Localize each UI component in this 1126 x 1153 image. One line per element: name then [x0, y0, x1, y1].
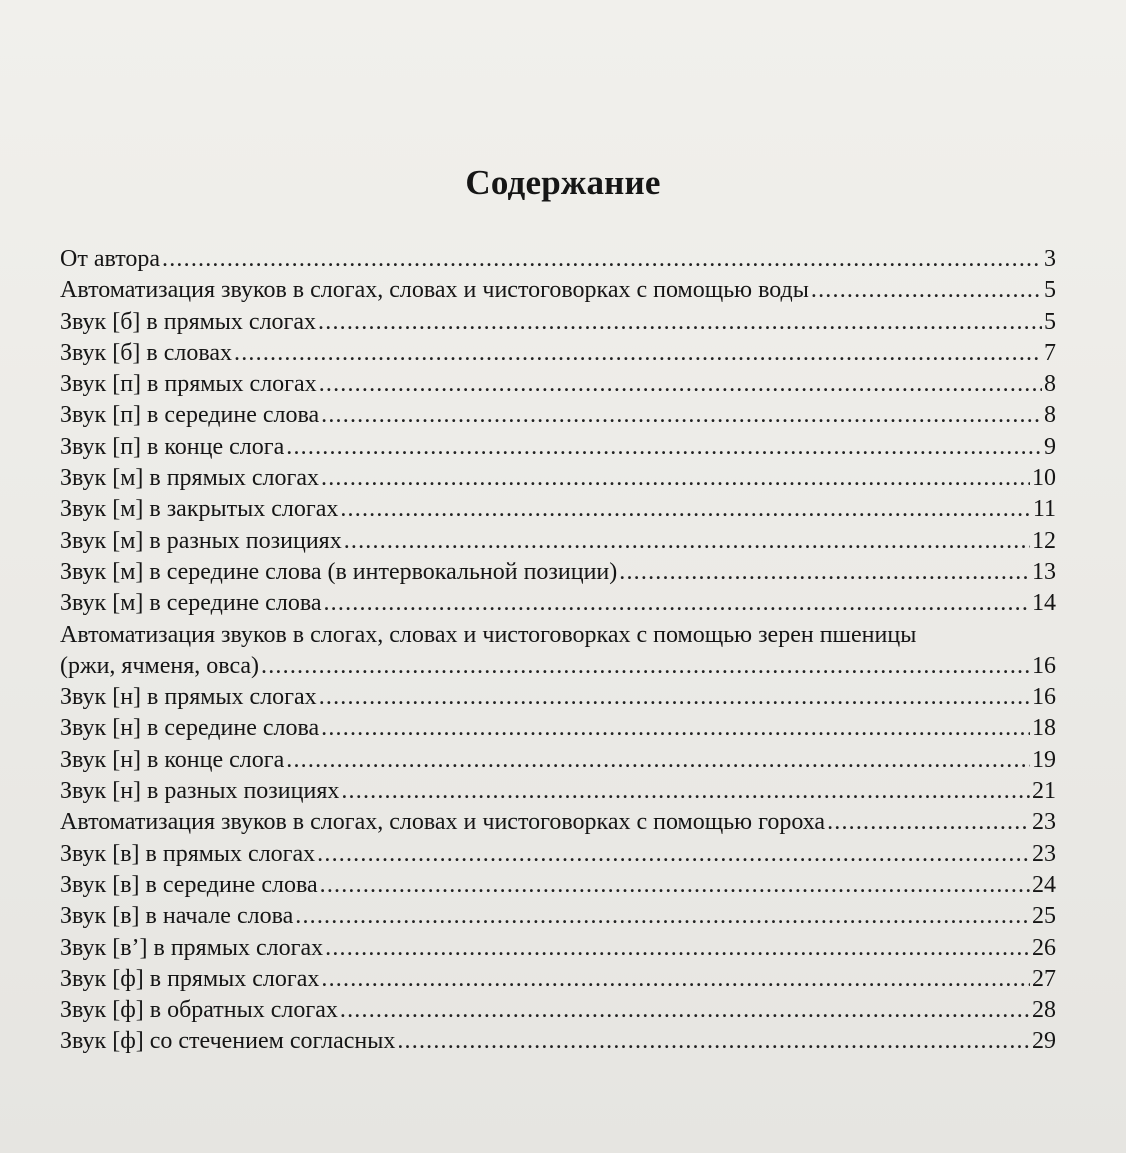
toc-entry-page: 9 [1044, 433, 1056, 460]
toc-entry-title: Звук [м] в закрытых слогах [60, 496, 339, 523]
toc-entry-page: 16 [1032, 684, 1056, 711]
toc-entry [60, 275, 1056, 306]
toc-entry-page: 10 [1032, 465, 1056, 492]
toc-entry [60, 557, 1056, 588]
dot-leader [286, 745, 1030, 776]
toc-entry-title: Звук [н] в разных позициях [60, 778, 340, 805]
toc-entry-page: 5 [1044, 277, 1056, 304]
dot-leader [320, 870, 1030, 901]
toc-entry-title: Звук [п] в конце слога [60, 433, 285, 460]
toc-entry-page: 5 [1044, 308, 1056, 335]
toc-entry-page: 23 [1032, 840, 1056, 867]
toc-entry-title-continuation: (ржи, ячменя, овса) [60, 652, 260, 679]
dot-leader [321, 400, 1042, 431]
toc-entry-page: 26 [1032, 934, 1056, 961]
toc-entry-page: 13 [1032, 558, 1056, 585]
dot-leader [261, 651, 1030, 682]
toc-entry-title: Звук [ф] в обратных слогах [60, 997, 338, 1024]
toc-entry-page: 19 [1032, 746, 1056, 773]
toc-entry-title: Звук [м] в разных позициях [60, 527, 342, 554]
toc-entry-page: 23 [1032, 809, 1056, 836]
toc-entry [60, 307, 1056, 338]
toc-entry-title: Звук [в] в начале слова [60, 903, 294, 930]
dot-leader [811, 275, 1042, 306]
dot-leader [325, 933, 1030, 964]
toc-entry [60, 369, 1056, 400]
toc-entry-page: 3 [1044, 246, 1056, 272]
toc-entry [60, 807, 1056, 838]
toc-entry-title: Звук [п] в середине слова [60, 402, 320, 429]
toc-entry-title: Звук [н] в середине слова [60, 715, 320, 742]
toc-entry-page: 8 [1044, 371, 1056, 398]
toc-entry-title: Звук [м] в середине слова [60, 590, 322, 617]
toc-entry [60, 682, 1056, 713]
toc-entry [60, 494, 1056, 525]
toc-entry [60, 244, 1056, 275]
toc-entry [60, 870, 1056, 901]
toc-entry-title: Звук [н] в конце слога [60, 746, 285, 773]
toc-entry-title: Звук [б] в словах [60, 339, 233, 366]
toc-entry-page: 11 [1032, 496, 1056, 523]
dot-leader [340, 494, 1031, 525]
toc-entry-title: Звук [ф] со стечением согласных [60, 1028, 396, 1055]
toc-entry-title: Звук [м] в прямых слогах [60, 465, 320, 492]
toc-entry [60, 745, 1056, 776]
toc-entry-page: 21 [1032, 778, 1056, 805]
dot-leader [321, 463, 1030, 494]
toc-entry [60, 776, 1056, 807]
toc-entry-title: Звук [в] в середине слова [60, 871, 318, 898]
toc-entry [60, 995, 1056, 1026]
toc-entry [60, 620, 1056, 683]
toc-entry-title: Звук [в] в прямых слогах [60, 840, 316, 867]
toc-entry-page: 16 [1032, 652, 1056, 679]
dot-leader [619, 557, 1030, 588]
toc-entry-title: Звук [ф] в прямых слогах [60, 965, 320, 992]
toc-entry-title: Автоматизация звуков в слогах, словах и чистоговорках с помощью гороха [60, 809, 826, 836]
toc-entry-title: Автоматизация звуков в слогах, словах и чистоговорках с помощью зерен пшеницы [60, 621, 917, 648]
dot-leader [321, 713, 1030, 744]
dot-leader [321, 964, 1030, 995]
toc-entry [60, 713, 1056, 744]
toc-entry [60, 432, 1056, 463]
toc-entry [60, 338, 1056, 369]
dot-leader [323, 588, 1030, 619]
toc-entry-title: Звук [п] в прямых слогах [60, 371, 317, 398]
toc-entry-title: Звук [б] в прямых слогах [60, 308, 317, 335]
toc-entry [60, 400, 1056, 431]
toc-entry [60, 839, 1056, 870]
table-of-contents [60, 244, 1056, 1058]
dot-leader [397, 1026, 1030, 1057]
toc-entry-page: 14 [1032, 590, 1056, 617]
dot-leader [234, 338, 1042, 369]
page-title: Содержание [465, 163, 661, 202]
toc-entry [60, 901, 1056, 932]
toc-entry-title: Автоматизация звуков в слогах, словах и чистоговорках с помощью воды [60, 277, 809, 304]
toc-entry [60, 463, 1056, 494]
toc-entry-title: Звук [н] в прямых слогах [60, 684, 317, 711]
toc-entry-page: 7 [1044, 339, 1056, 366]
toc-entry-page: 18 [1032, 715, 1056, 742]
toc-entry-title: Звук [м] в середине слова (в интервокальной позиции) [60, 558, 618, 585]
dot-leader [344, 526, 1030, 557]
dot-leader [827, 807, 1030, 838]
dot-leader [162, 244, 1042, 275]
toc-entry-title: От автора [60, 246, 161, 272]
toc-entry-page: 8 [1044, 402, 1056, 429]
dot-leader [295, 901, 1030, 932]
dot-leader [318, 307, 1042, 338]
dot-leader [319, 369, 1042, 400]
toc-entry-page: 28 [1032, 997, 1056, 1024]
dot-leader [341, 776, 1030, 807]
dot-leader [319, 682, 1030, 713]
toc-entry [60, 588, 1056, 619]
dot-leader [340, 995, 1030, 1026]
toc-entry-page: 24 [1032, 871, 1056, 898]
toc-entry-page: 12 [1032, 527, 1056, 554]
dot-leader [286, 432, 1042, 463]
toc-entry-page: 25 [1032, 903, 1056, 930]
toc-entry [60, 933, 1056, 964]
dot-leader [317, 839, 1030, 870]
toc-entry-title: Звук [в’] в прямых слогах [60, 934, 324, 961]
toc-entry-page: 27 [1032, 965, 1056, 992]
toc-entry-page: 29 [1032, 1028, 1056, 1055]
toc-entry [60, 964, 1056, 995]
toc-entry [60, 526, 1056, 557]
toc-entry [60, 1026, 1056, 1057]
